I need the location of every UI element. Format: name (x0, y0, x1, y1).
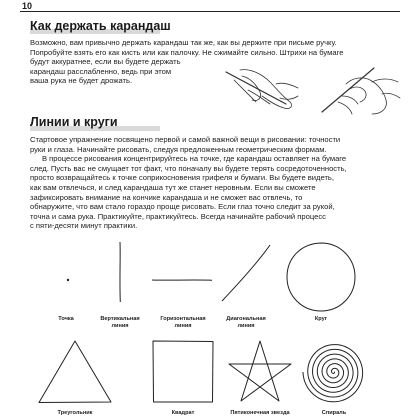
text-line: след. Пусть вас не смущает тот факт, что поначалу вы будете терять сосредоточенность, (30, 163, 347, 173)
dot-figure (58, 270, 78, 290)
square-figure (150, 338, 216, 406)
triangle-figure (36, 338, 114, 406)
caption-line: Диагональная (226, 316, 266, 322)
caption-line: Горизонтальная (160, 316, 206, 322)
caption-pentagram: Пятиконечная звезда (230, 410, 290, 416)
text-line: руки и глаза. Начинайте рисовать, следуя предложенным геометрическим формам. (30, 144, 327, 154)
hand-holding-pencil-illustration (220, 64, 304, 114)
text-line: обнаружите, что вам стало гораздо проще рисовать. Если глаз точно следит за рукой, (30, 202, 335, 212)
text-line: Попробуйте взять его как кисть или как палочку. Не сжимайте сильно. Штрихи на бумаге (30, 47, 344, 57)
section-title-holding-pencil: Как держать карандаш (30, 19, 171, 33)
text-line: ваша рука не будет дрожать. (30, 76, 133, 86)
caption-circle: Круг (314, 316, 328, 322)
caption-line: линия (237, 323, 255, 329)
text-line: как вам отвлечься, и след карандаша тут же станет неровным. Если вы сможете (30, 182, 316, 192)
text-line: просто возвращайтесь к точке соприкосновения грифеля и бумаги. Вы будете видеть, (30, 173, 334, 183)
diagonal-line-figure (218, 242, 274, 304)
spiral-figure (300, 338, 368, 406)
circle-figure (284, 240, 358, 314)
caption-diagonal-line (214, 316, 278, 330)
caption-dot: Точка (58, 316, 74, 322)
caption-triangle: Треугольник (57, 410, 93, 416)
section-title-lines-circles: Линии и круги (30, 115, 118, 129)
caption-vertical-line (90, 316, 150, 330)
text-line: будут аккуратнее, если вы будете держать (30, 57, 181, 67)
header-rule (20, 11, 400, 12)
caption-line: Вертикальная (100, 316, 140, 322)
caption-line: линия (111, 323, 129, 329)
text-line: с пяти-десяти минут практики. (30, 221, 138, 231)
text-line: точна и сама рука. Практикуйте, практикуйтесь. Всегда начинайте рабочий процесс (30, 211, 326, 221)
vertical-line-figure (110, 240, 130, 304)
text-line: зафиксировать внимание на кончике карандаша и не сможет вас отвлечь, то (30, 192, 303, 202)
page-number: 10 (22, 1, 33, 11)
horizontal-line-figure (150, 270, 214, 290)
text-line: Стартовое упражнение посвящено первой и самой важной вещи в рисовании: точности (30, 135, 341, 144)
section-lines-circles-text (30, 135, 347, 231)
caption-line: линия (174, 323, 192, 329)
caption-spiral: Спираль (321, 410, 347, 416)
text-line: В процессе рисования концентрируйтесь на точке, где карандаш оставляет на бумаге (42, 154, 347, 164)
pentagram-figure (226, 338, 294, 406)
text-line: Возможно, вам привычно держать карандаш так же, как вы держите при письме ручку. (30, 38, 337, 47)
caption-horizontal-line (150, 316, 216, 330)
text-line: карандаш расслабленно, ведь при этом (30, 66, 172, 76)
caption-square: Квадрат (171, 410, 195, 416)
hand-holding-brush-illustration (312, 64, 402, 116)
